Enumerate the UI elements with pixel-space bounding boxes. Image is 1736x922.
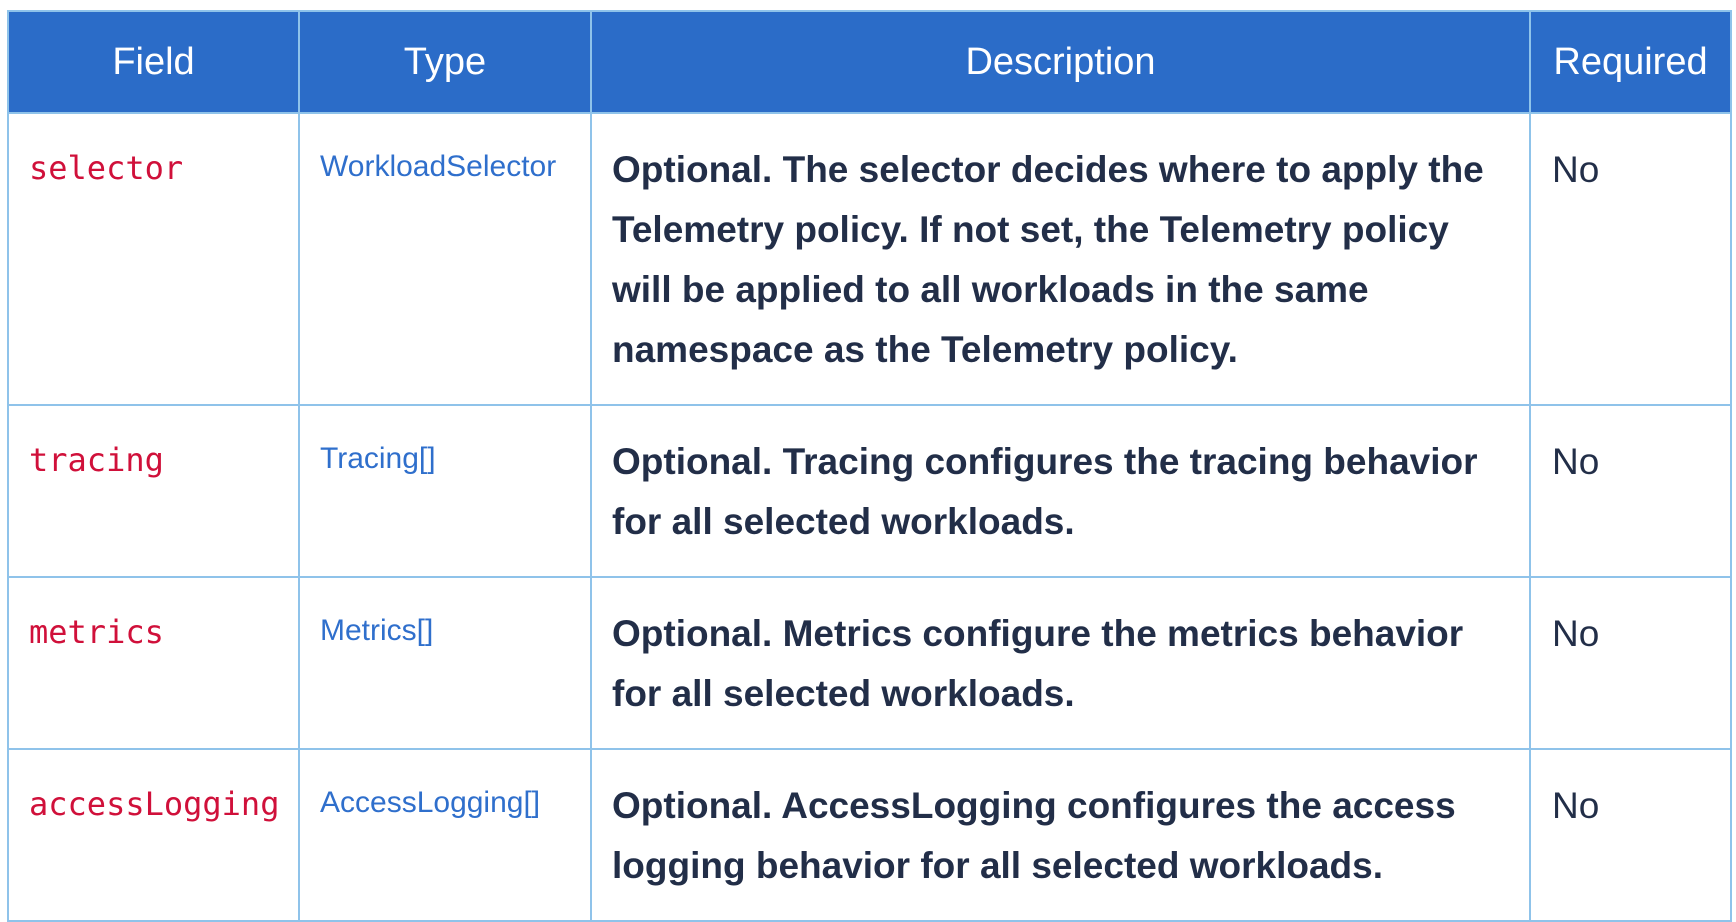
- telemetry-fields-table: [7, 10, 1732, 922]
- required-value: No: [1530, 113, 1731, 405]
- type-link[interactable]: AccessLogging[]: [299, 749, 591, 921]
- field-name: selector: [8, 113, 299, 405]
- table-body: [8, 113, 1731, 921]
- table-row: [8, 577, 1731, 749]
- required-value: No: [1530, 749, 1731, 921]
- type-link[interactable]: Tracing[]: [299, 405, 591, 577]
- field-description: Optional. Tracing configures the tracing behavior for all selected workloads.: [591, 405, 1530, 577]
- field-name: metrics: [8, 577, 299, 749]
- field-name: accessLogging: [8, 749, 299, 921]
- header-field: Field: [8, 11, 299, 113]
- table-row: [8, 405, 1731, 577]
- table-row: [8, 749, 1731, 921]
- field-description: Optional. The selector decides where to apply the Telemetry policy. If not set, the Telemetry policy will be applied to all workloads in the same namespace as the Telemetry policy.: [591, 113, 1530, 405]
- telemetry-fields-table-wrapper: [7, 10, 1730, 922]
- table-row: [8, 113, 1731, 405]
- header-type: Type: [299, 11, 591, 113]
- header-description: Description: [591, 11, 1530, 113]
- required-value: No: [1530, 405, 1731, 577]
- field-name: tracing: [8, 405, 299, 577]
- field-description: Optional. Metrics configure the metrics behavior for all selected workloads.: [591, 577, 1530, 749]
- header-row: [8, 11, 1731, 113]
- required-value: No: [1530, 577, 1731, 749]
- type-link[interactable]: WorkloadSelector: [299, 113, 591, 405]
- header-required: Required: [1530, 11, 1731, 113]
- table-header: [8, 11, 1731, 113]
- type-link[interactable]: Metrics[]: [299, 577, 591, 749]
- field-description: Optional. AccessLogging configures the access logging behavior for all selected workloads.: [591, 749, 1530, 921]
